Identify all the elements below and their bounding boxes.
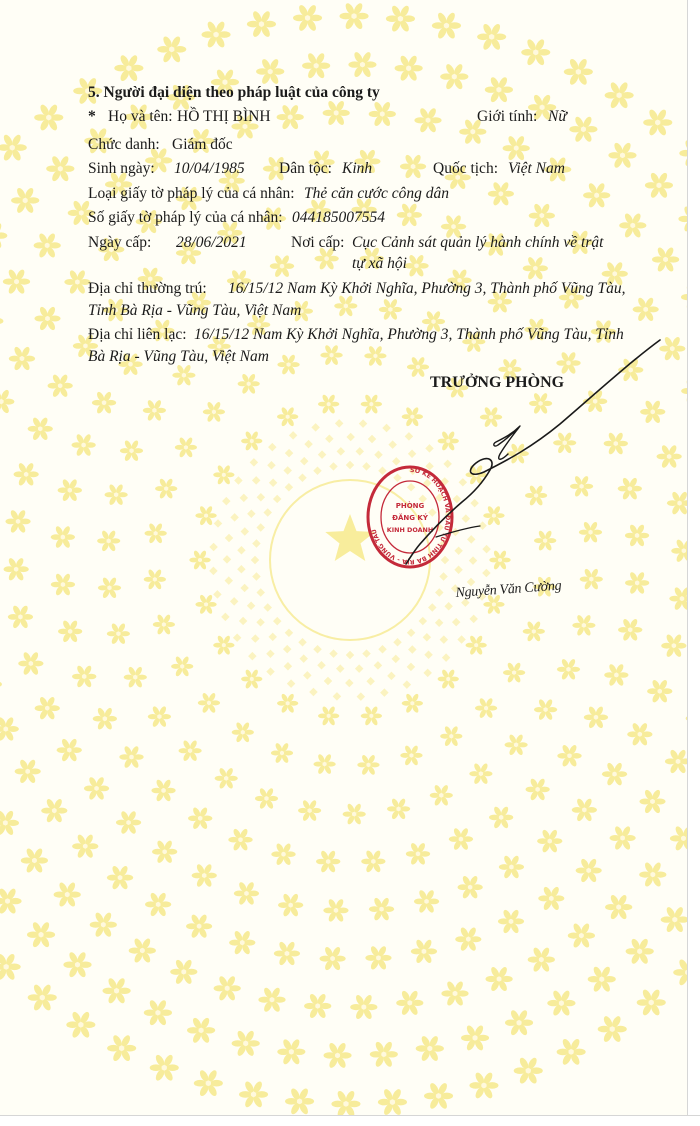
- signer-role: TRƯỞNG PHÒNG: [430, 374, 565, 391]
- svg-text:ĐĂNG KÝ: ĐĂNG KÝ: [392, 514, 428, 522]
- position-label: Chức danh:: [88, 136, 160, 153]
- id-type-value: Thẻ căn cước công dân: [304, 185, 449, 202]
- permanent-address-label: Địa chỉ thường trú:: [88, 280, 207, 297]
- id-number-label: Số giấy tờ pháp lý của cá nhân:: [88, 209, 283, 226]
- permanent-address-line-1: 16/15/12 Nam Kỳ Khởi Nghĩa, Phường 3, Thành phố Vũng Tàu,: [228, 280, 626, 297]
- scan-border-bottom: [0, 1115, 700, 1126]
- contact-address-label: Địa chỉ liên lạc:: [88, 326, 187, 343]
- ethnic-label: Dân tộc:: [279, 160, 332, 177]
- bullet-mark: *: [88, 108, 96, 125]
- name-label: Họ và tên:: [108, 108, 173, 125]
- section-title: 5. Người đại diện theo pháp luật của công ty: [88, 84, 380, 101]
- permanent-address-line-2: Tỉnh Bà Rịa - Vũng Tàu, Việt Nam: [88, 302, 302, 319]
- id-type-label: Loại giấy tờ pháp lý của cá nhân:: [88, 185, 295, 202]
- id-number-value: 044185007554: [292, 209, 385, 226]
- handwritten-signature: [400, 332, 690, 592]
- svg-text:KINH DOANH: KINH DOANH: [386, 526, 434, 534]
- svg-text:PHÒNG: PHÒNG: [395, 502, 425, 510]
- nationality-value: Việt Nam: [508, 160, 565, 177]
- dob-label: Sinh ngày:: [88, 160, 155, 177]
- issue-place-line-1: Cục Cảnh sát quản lý hành chính về trật: [352, 234, 604, 251]
- gender-value: Nữ: [548, 108, 567, 125]
- stamp-ring-text: SỞ KẾ HOẠCH VÀ ĐẦU TƯ TỈNH BÀ RỊA - VŨNG TÀU: [370, 466, 452, 566]
- ethnic-value: Kinh: [342, 160, 373, 177]
- nationality-label: Quốc tịch:: [433, 160, 498, 177]
- position-value: Giám đốc: [172, 136, 233, 153]
- issue-place-line-2: tự xã hội: [352, 255, 407, 272]
- gender-label: Giới tính:: [477, 108, 538, 125]
- issue-date-label: Ngày cấp:: [88, 234, 152, 251]
- issue-place-label: Nơi cấp:: [291, 234, 345, 251]
- scan-border-right: [687, 0, 700, 1126]
- name-value: HỒ THỊ BÌNH: [177, 108, 271, 125]
- issue-date-value: 28/06/2021: [176, 234, 247, 251]
- contact-address-line-2: Bà Rịa - Vũng Tàu, Việt Nam: [88, 348, 269, 365]
- contact-address-line-1: 16/15/12 Nam Kỳ Khởi Nghĩa, Phường 3, Thành phố Vũng Tàu, Tỉnh: [194, 326, 624, 343]
- dob-value: 10/04/1985: [174, 160, 245, 177]
- signer-name: Nguyễn Văn Cường: [455, 578, 562, 601]
